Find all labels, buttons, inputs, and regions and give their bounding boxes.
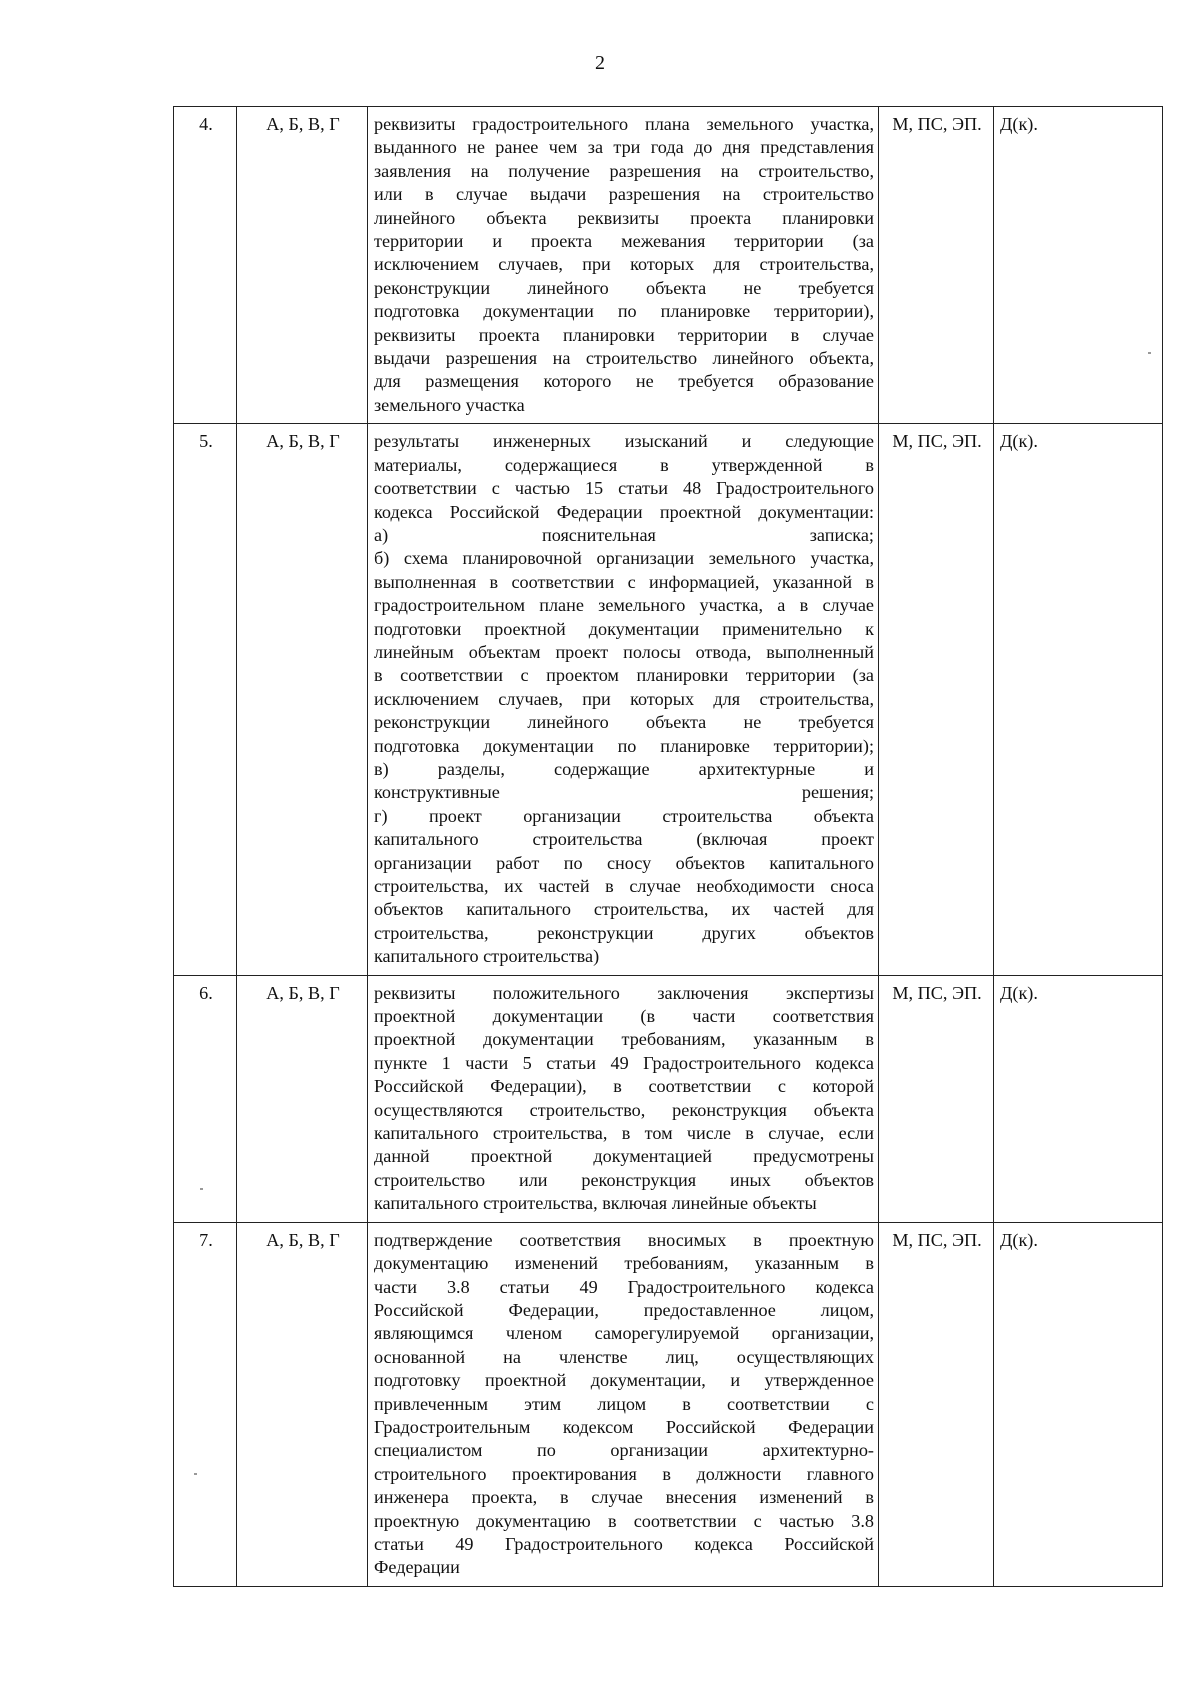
description-line: исключением случаев, при которых для строительства,	[374, 254, 874, 275]
table-body	[174, 107, 1163, 1587]
description-line: земельного участка	[374, 394, 525, 415]
description-line: исключением случаев, при которых для строительства,	[374, 688, 874, 709]
row-number: 5.	[174, 424, 237, 975]
table-row	[174, 1222, 1163, 1586]
row-note: Д(к).	[994, 424, 1163, 975]
description-line: капитального строительства)	[374, 946, 600, 967]
description-line: выданного не ранее чем за три года до дня представления	[374, 137, 874, 158]
description-line: подготовка документации по планировке территории);	[374, 735, 874, 756]
page-number: 2	[595, 52, 605, 74]
description-line: кодекса Российской Федерации проектной документации:	[374, 501, 874, 522]
description-line: капитального строительства (включая проект	[374, 829, 874, 850]
description-line: Федерации	[374, 1557, 460, 1578]
description-line: проектной документации требованиям, указанным в	[374, 1029, 874, 1050]
description-line: материалы, содержащиеся в утвержденной в	[374, 454, 874, 475]
description-line: инженера проекта, в случае внесения изменений в	[374, 1487, 874, 1508]
scan-speck	[200, 1188, 203, 1190]
description-line: б) схема планировочной организации земельного участка,	[374, 548, 874, 569]
row-submission-form: М, ПС, ЭП.	[879, 424, 994, 975]
description-line: территории и проекта межевания территории (за	[374, 231, 874, 252]
requirements-table	[173, 106, 1163, 1587]
description-line: а) пояснительная записка;	[374, 524, 874, 545]
description-line: Градостроительным кодексом Российской Федерации	[374, 1416, 874, 1437]
description-line: капитального строительства, в том числе в случае, если	[374, 1123, 874, 1144]
description-line: подготовка документации по планировке территории),	[374, 301, 874, 322]
description-line: строительства, реконструкции других объектов	[374, 922, 874, 943]
description-line: Российской Федерации), в соответствии с которой	[374, 1076, 874, 1097]
description-line: результаты инженерных изысканий и следующие	[374, 431, 874, 452]
description-line: или в случае выдачи разрешения на строительство	[374, 184, 874, 205]
row-note: Д(к).	[994, 975, 1163, 1222]
description-line: линейного объекта реквизиты проекта планировки	[374, 207, 874, 228]
row-description	[368, 975, 879, 1222]
description-line: подготовку проектной документации, и утвержденное	[374, 1370, 874, 1391]
row-categories: А, Б, В, Г	[237, 975, 368, 1222]
description-line: г) проект организации строительства объекта	[374, 805, 874, 826]
description-line: строительство или реконструкция иных объектов	[374, 1169, 874, 1190]
description-line: в) разделы, содержащие архитектурные и	[374, 758, 874, 779]
description-line: реконструкции линейного объекта не требуется	[374, 712, 874, 733]
description-line: части 3.8 статьи 49 Градостроительного кодекса	[374, 1276, 874, 1297]
row-categories: А, Б, В, Г	[237, 424, 368, 975]
description-line: выполненная в соответствии с информацией, указанной в	[374, 571, 874, 592]
description-line: подтверждение соответствия вносимых в проектную	[374, 1229, 874, 1250]
table-row	[174, 975, 1163, 1222]
description-line: строительного проектирования в должности главного	[374, 1463, 874, 1484]
row-note: Д(к).	[994, 1222, 1163, 1586]
row-description	[368, 107, 879, 424]
description-line: организации работ по сносу объектов капитального	[374, 852, 874, 873]
row-number: 6.	[174, 975, 237, 1222]
description-line: реквизиты градостроительного плана земельного участка,	[374, 114, 874, 134]
row-submission-form: М, ПС, ЭП.	[879, 975, 994, 1222]
description-line: в соответствии с проектом планировки территории (за	[374, 665, 874, 686]
description-line: выдачи разрешения на строительство линейного объекта,	[374, 348, 874, 369]
description-line: заявления на получение разрешения на строительство,	[374, 160, 874, 181]
row-categories: А, Б, В, Г	[237, 107, 368, 424]
description-line: капитального строительства, включая линейные объекты	[374, 1193, 817, 1214]
description-line: Российской Федерации, предоставленное лицом,	[374, 1299, 874, 1320]
description-line: документацию изменений требованиям, указанным в	[374, 1253, 874, 1274]
description-line: градостроительном плане земельного участка, а в случае	[374, 595, 874, 616]
description-line: пункте 1 части 5 статьи 49 Градостроительного кодекса	[374, 1052, 874, 1073]
row-submission-form: М, ПС, ЭП.	[879, 1222, 994, 1586]
description-line: объектов капитального строительства, их частей для	[374, 899, 874, 920]
row-categories: А, Б, В, Г	[237, 1222, 368, 1586]
description-line: статьи 49 Градостроительного кодекса Российской	[374, 1533, 874, 1554]
description-line: являющимся членом саморегулируемой организации,	[374, 1323, 874, 1344]
description-line: привлеченным этим лицом в соответствии с	[374, 1393, 874, 1414]
table-row	[174, 107, 1163, 424]
description-line: осуществляются строительство, реконструкция объекта	[374, 1099, 874, 1120]
description-line: данной проектной документацией предусмотрены	[374, 1146, 874, 1167]
description-line: для размещения которого не требуется образование	[374, 371, 874, 392]
row-number: 4.	[174, 107, 237, 424]
row-number: 7.	[174, 1222, 237, 1586]
description-line: линейным объектам проект полосы отвода, выполненный	[374, 641, 874, 662]
description-line: конструктивные решения;	[374, 782, 874, 803]
description-line: строительства, их частей в случае необходимости сноса	[374, 876, 874, 896]
description-line: подготовки проектной документации применительно к	[374, 618, 874, 639]
row-note: Д(к).	[994, 107, 1163, 424]
description-line: основанной на членстве лиц, осуществляющих	[374, 1346, 874, 1367]
row-description	[368, 424, 879, 975]
description-line: проектной документации (в части соответствия	[374, 1006, 874, 1027]
description-line: реквизиты проекта планировки территории в случае	[374, 324, 874, 345]
description-line: соответствии с частью 15 статьи 48 Градостроительного	[374, 478, 874, 499]
row-submission-form: М, ПС, ЭП.	[879, 107, 994, 424]
scan-speck	[1148, 352, 1151, 354]
table-row	[174, 424, 1163, 975]
description-line: реконструкции линейного объекта не требуется	[374, 277, 874, 298]
row-description	[368, 1222, 879, 1586]
description-line: реквизиты положительного заключения экспертизы	[374, 982, 874, 1003]
scan-speck	[194, 1473, 197, 1475]
description-line: проектную документацию в соответствии с частью 3.8	[374, 1510, 874, 1531]
description-line: специалистом по организации архитектурно-	[374, 1440, 874, 1461]
